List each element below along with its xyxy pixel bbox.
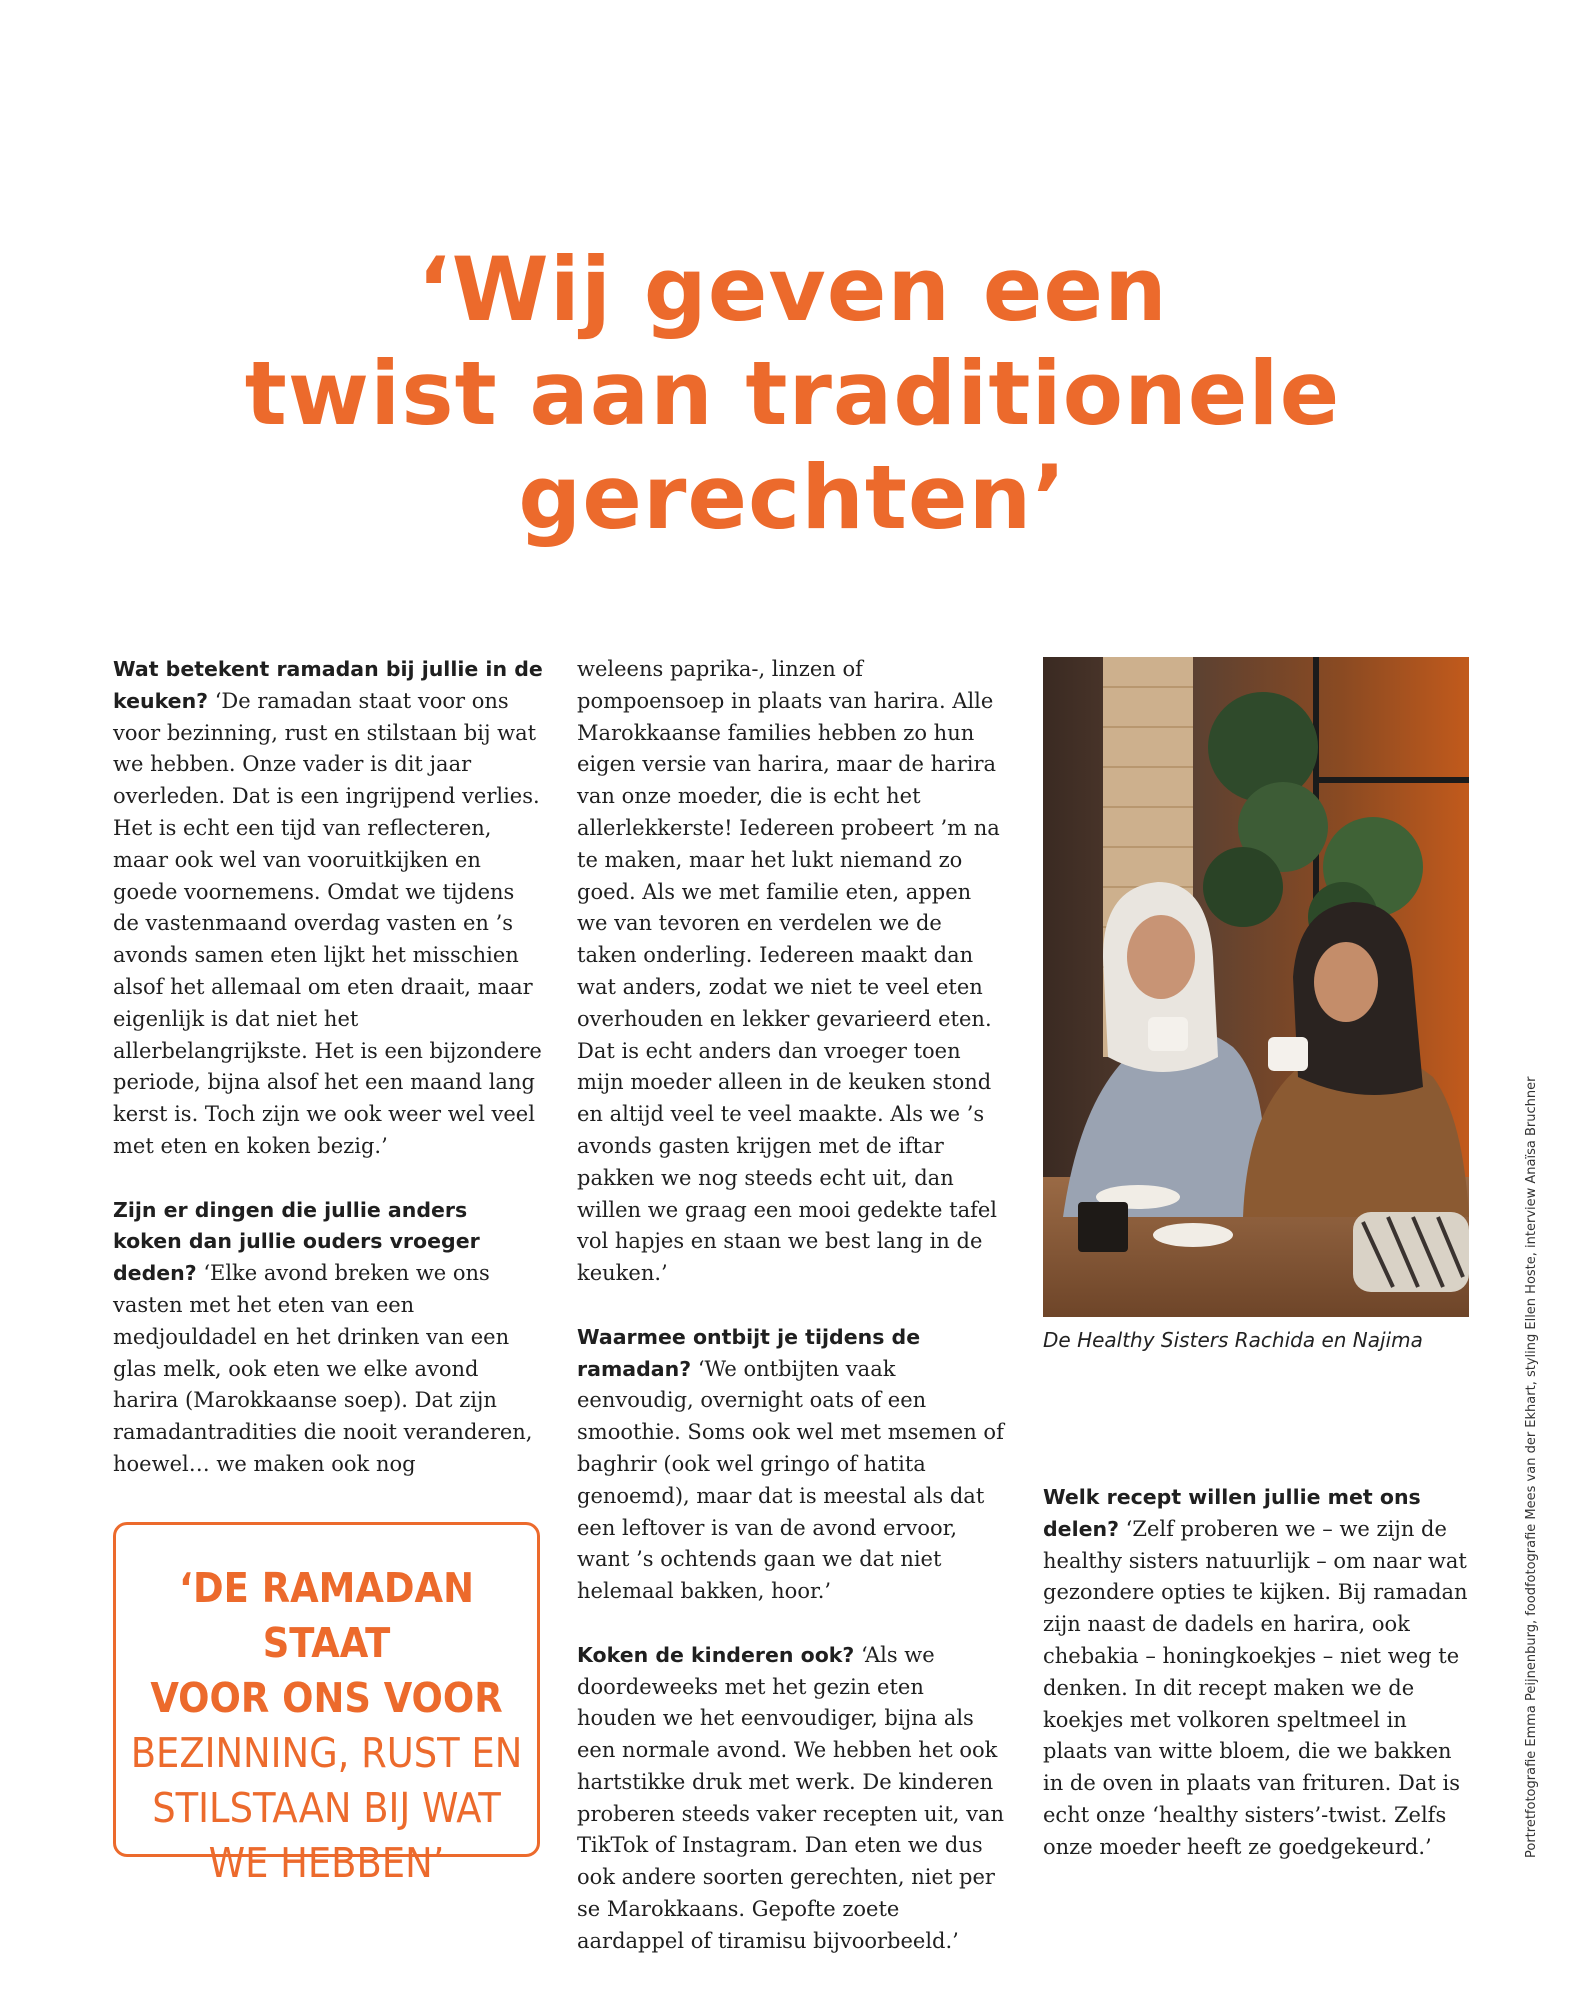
pull-quote-line: STILSTAAN BIJ WAT	[152, 1784, 501, 1832]
headline-line-2: twist aan traditionele	[244, 342, 1341, 445]
headline-line-3: gerechten’	[518, 446, 1067, 549]
interview-answer: ‘We ontbijten vaak eenvoudig, overnight oats of een smoothie. Soms ook wel met msemen of baghrir (ook wel gringo of hatita genoemd), maar dat is meestal als dat een leftover is van de avond ervoor, want ’s ochtends gaan we dat niet helemaal bakken, hoor.’	[577, 1356, 1004, 1604]
interview-question: Koken de kinderen ook?	[577, 1642, 855, 1667]
photo-caption: De Healthy Sisters Rachida en Najima	[1043, 1328, 1423, 1352]
qa-paragraph	[577, 1322, 1007, 1608]
pull-quote-line: BEZINNING, RUST EN	[130, 1729, 523, 1777]
pull-quote	[113, 1522, 540, 1887]
interview-answer: weleens paprika-, linzen of pompoensoep in plaats van harira. Alle Marokkaanse families hebben zo hun eigen versie van harira, maar de harira van onze moeder, die is echt het allerlekkerste! Iedereen probeert ’m na te maken, maar het lukt niemand zo goed. Als we met familie eten, appen we van tevoren en verdelen we de taken onderling. Iedereen maakt dan wat anders, zodat we niet te veel eten overhouden en lekker gevarieerd eten. Dat is echt anders dan vroeger toen mijn moeder alleen in de keuken stond en altijd veel te veel maakte. Als we ’s avonds gasten krijgen met de iftar pakken we nog steeds echt uit, dan willen we graag een mooi gedekte tafel vol hapjes en staan we best lang in de keuken.’	[577, 657, 1000, 1286]
interview-question: Welk recept willen jullie met ons delen?	[1043, 1485, 1421, 1541]
interview-answer: ‘De ramadan staat voor ons voor bezinning, rust en stilstaan bij wat we hebben. Onze vader is dit jaar overleden. Dat is een ingrijpend verlies. Het is echt een tijd van reflecteren, maar ook wel van vooruitkijken en goede voornemens. Omdat we tijdens de vastenmaand overdag vasten en ’s avonds samen eten lijkt het misschien alsof het allemaal om eten draait, maar eigenlijk is dat niet het allerbelangrijkste. Het is een bijzondere periode, bijna alsof het een maand lang kerst is. Toch zijn we ook weer wel veel met eten en koken bezig.’	[113, 688, 542, 1158]
article-headline	[100, 238, 1485, 550]
qa-paragraph	[577, 1640, 1007, 1958]
text-column-2	[577, 654, 1007, 1958]
text-column-3	[1043, 1482, 1473, 1864]
qa-paragraph	[113, 1195, 543, 1481]
text-column-1	[113, 654, 543, 1481]
pull-quote-line: VOOR ONS VOOR	[150, 1674, 503, 1722]
photo-credits: Portretfotografie Emma Peijnenburg, foodfotografie Mees van der Ekhart, styling Ellen Hoste, interview Anaïsa Bruchner	[1524, 1076, 1539, 1858]
pull-quote-line: ‘DE RAMADAN STAAT	[179, 1564, 474, 1667]
headline-line-1: ‘Wij geven een	[417, 238, 1168, 341]
interview-question: Zijn er dingen die jullie anders koken dan jullie ouders vroeger deden?	[113, 1197, 480, 1286]
portrait-photo	[1043, 657, 1469, 1317]
interview-question: Waarmee ontbijt je tijdens de ramadan?	[577, 1324, 921, 1381]
interview-answer: ‘Elke avond breken we ons vasten met het eten van een medjouldadel en het drinken van een glas melk, ook eten we elke avond harira (Marokkaanse soep). Dat zijn ramadantradities die nooit veranderen, hoewel… we maken ook nog	[113, 1261, 533, 1476]
qa-paragraph	[577, 654, 1007, 1290]
interview-answer: ‘Als we doordeweeks met het gezin eten houden we het eenvoudiger, bijna als een normale avond. We hebben het ook hartstikke druk met werk. De kinderen proberen steeds vaker recepten uit, van TikTok of Instagram. Dan eten we dus ook andere soorten gerechten, niet per se Marokkaans. Gepofte zoete aardappel of tiramisu bijvoorbeeld.’	[577, 1642, 1004, 1953]
qa-paragraph	[1043, 1482, 1473, 1864]
interview-question: Wat betekent ramadan bij jullie in de keuken?	[113, 657, 543, 713]
interview-answer: ‘Zelf proberen we – we zijn de healthy sisters natuurlijk – om naar wat gezondere opties te kijken. Bij ramadan zijn naast de dadels en harira, ook chebakia – honingkoekjes – niet weg te denken. In dit recept maken we de koekjes met volkoren speltmeel in plaats van witte bloem, die we bakken in de oven in plaats van frituren. Dat is echt onze ‘healthy sisters’-twist. Zelfs onze moeder heeft ze goedgekeurd.’	[1043, 1516, 1468, 1859]
pull-quote-line: WE HEBBEN’	[208, 1839, 445, 1887]
qa-paragraph	[113, 654, 543, 1163]
